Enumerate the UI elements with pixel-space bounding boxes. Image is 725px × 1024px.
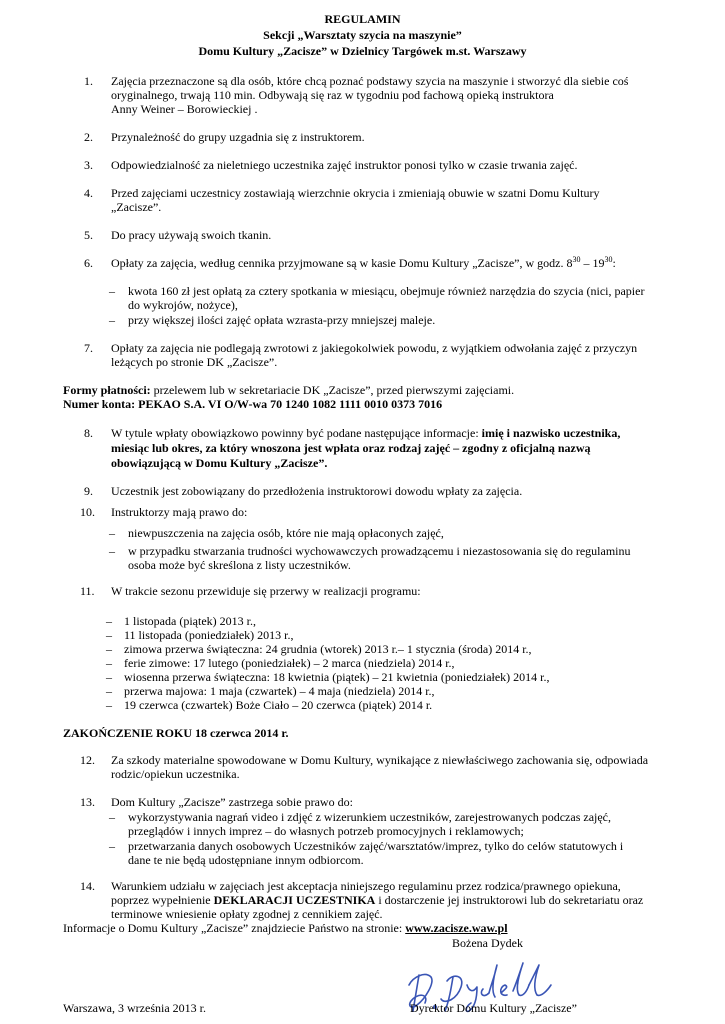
dash-bullet: – [109,544,115,558]
item-3: Odpowiedzialność za nieletniego uczestnika zajęć instruktor ponosi tylko w czasie trwania zajęć. [111,158,578,172]
item-4-line-2: „Zacisze”. [111,200,162,214]
item-4-line-1: Przed zajęciami uczestnicy zostawiają wierzchnie okrycia i zmieniają obuwie w szatni Domu Kultury [111,186,600,200]
item-6-bullet-1-line-1: kwota 160 zł jest opłatą za cztery spotkania w miesiącu, obejmuje również narzędzia do szycia (nici, papier [128,284,645,298]
document-subtitle: Sekcji „Warsztaty szycia na maszynie” [263,28,462,42]
document-title: REGULAMIN [324,12,401,26]
item-1-line-1: Zajęcia przeznaczone są dla osób, które chcą poznać podstawy szycia na maszynie i stworzyć dla siebie coś [111,74,629,88]
dash-bullet: – [109,526,115,540]
item-1-line-2: oryginalnego, trwają 110 min. Odbywają się raz w tygodniu pod fachową opieką instruktora [111,88,554,102]
payment-forms: Formy płatności: przelewem lub w sekretariacie DK „Zacisze”, przed pierwszymi zajęciami. [63,383,515,397]
break-3: zimowa przerwa świąteczna: 24 grudnia (wtorek) 2013 r.– 1 stycznia (środa) 2014 r., [124,642,532,656]
break-1: 1 listopada (piątek) 2013 r., [124,614,256,628]
item-13-bullet-2-line-2: dane te nie będą udostępniane innym odbiorcom. [128,853,364,867]
item-8-line-1: W tytule wpłaty obowiązkowo powinny być podane następujące informacje: imię i nazwisko uczestnika, [111,426,621,440]
item-number: 10. [80,505,95,519]
info-line: Informacje o Domu Kultury „Zacisze” znajdziecie Państwo na stronie: www.zacisze.waw.pl [63,921,508,935]
dash-bullet: – [106,628,112,642]
item-number: 7. [84,341,93,355]
item-1-line-3: Anny Weiner – Borowieckiej . [111,102,258,116]
item-10-bullet-2-line-1: w przypadku stwarzania trudności wychowawczych prowadzącemu i niezastosowania się do regulaminu [128,544,631,558]
document-institution: Domu Kultury „Zacisze” w Dzielnicy Targówek m.st. Warszawy [198,44,527,58]
item-13-bullet-1-line-1: wykorzystywania nagrań video i zdjęć z wizerunkiem uczestników, zarejestrowanych podczas zajęć, [128,810,612,824]
item-number: 5. [84,228,93,242]
signer-title: Dyrektor Domu Kultury „Zacisze” [410,1001,577,1015]
dash-bullet: – [109,810,115,824]
item-7-line-2: leżących po stronie DK „Zacisze”. [111,355,278,369]
item-number: 6. [84,256,93,270]
item-5: Do pracy używają swoich tkanin. [111,228,272,242]
dash-bullet: – [109,284,115,298]
item-number: 4. [84,186,93,200]
place-and-date: Warszawa, 3 września 2013 r. [63,1001,206,1015]
item-12-line-1: Za szkody materialne spowodowane w Domu Kultury, wynikające z niewłaściwego zachowania się, odpowiada [111,753,649,767]
item-14-line-2: poprzez wypełnienie DEKLARACJI UCZESTNIKA i dostarczenie jej instruktorowi lub do sekretariatu oraz [111,893,644,907]
item-8-line-3: obowiązującą w Domu Kultury „Zacisze”. [111,456,328,470]
item-10: Instruktorzy mają prawo do: [111,505,248,519]
dash-bullet: – [106,656,112,670]
item-11: W trakcie sezonu przewiduje się przerwy w realizacji programu: [111,584,421,598]
item-8-line-2: miesiąc lub okres, za który wnoszona jest wpłata oraz rodzaj zajęć – zgodny z oficjalną nazwą [111,441,591,455]
item-7-line-1: Opłaty za zajęcia nie podlegają zwrotowi z jakiegokolwiek powodu, z wyjątkiem odwołania zajęć z przyczyn [111,341,638,355]
item-14-line-3: terminowe wniesienie opłaty zgodnej z cennikiem zajęć. [111,907,383,921]
dash-bullet: – [109,313,115,327]
item-number: 11. [80,584,95,598]
item-10-bullet-1: niewpuszczenia na zajęcia osób, które nie mają opłaconych zajęć, [128,526,444,540]
item-13-bullet-1-line-2: przeglądów i innych imprez – do własnych potrzeb promocyjnych i reklamowych; [128,824,524,838]
item-number: 14. [80,879,95,893]
website-link[interactable]: www.zacisze.waw.pl [405,921,508,935]
break-6: przerwa majowa: 1 maja (czwartek) – 4 maja (niedziela) 2014 r., [124,684,435,698]
dash-bullet: – [106,614,112,628]
item-2: Przynależność do grupy uzgadnia się z instruktorem. [111,130,365,144]
item-number: 1. [84,74,93,88]
item-6: Opłaty za zajęcia, według cennika przyjmowane są w kasie Domu Kultury „Zacisze”, w godz. $8^{30} - 19^{30}$: [111,255,616,270]
season-ending: ZAKOŃCZENIE ROKU 18 czerwca 2014 r. [63,726,289,740]
item-9: Uczestnik jest zobowiązany do przedłożenia instruktorowi dowodu wpłaty za zajęcia. [111,484,523,498]
dash-bullet: – [109,839,115,853]
item-number: 2. [84,130,93,144]
break-5: wiosenna przerwa świąteczna: 18 kwietnia (piątek) – 21 kwietnia (poniedziałek) 2014 r., [124,670,550,684]
item-14-line-1: Warunkiem udziału w zajęciach jest akceptacja niniejszego regulaminu przez rodzica/prawnego opiekuna, [111,879,621,893]
item-6-bullet-2: przy większej ilości zajęć opłata wzrasta-przy mniejszej maleje. [128,313,436,327]
bank-account-number: Numer konta: PEKAO S.A. VI O/W-wa 70 1240 1082 1111 0010 0373 7016 [63,397,443,411]
item-number: 9. [84,484,93,498]
break-7: 19 czerwca (czwartek) Boże Ciało – 20 czerwca (piątek) 2014 r. [124,698,433,712]
item-number: 3. [84,158,93,172]
item-6-bullet-1-line-2: do wykrojów, nożyce), [128,298,238,312]
signer-name: Bożena Dydek [452,936,523,950]
break-4: ferie zimowe: 17 lutego (poniedziałek) – 2 marca (niedziela) 2014 r., [124,656,455,670]
break-2: 11 listopada (poniedziałek) 2013 r., [124,628,294,642]
item-number: 13. [80,795,95,809]
item-number: 8. [84,426,93,440]
item-13-bullet-2-line-1: przetwarzania danych osobowych Uczestników zajęć/warsztatów/imprez, tylko do celów statutowych i [128,839,624,853]
item-13: Dom Kultury „Zacisze” zastrzega sobie prawo do: [111,795,353,809]
item-12-line-2: rodzic/opiekun uczestnika. [111,767,240,781]
dash-bullet: – [106,642,112,656]
dash-bullet: – [106,698,112,712]
item-10-bullet-2-line-2: osoba może być skreślona z listy uczestników. [128,558,351,572]
dash-bullet: – [106,670,112,684]
dash-bullet: – [106,684,112,698]
item-number: 12. [80,753,95,767]
